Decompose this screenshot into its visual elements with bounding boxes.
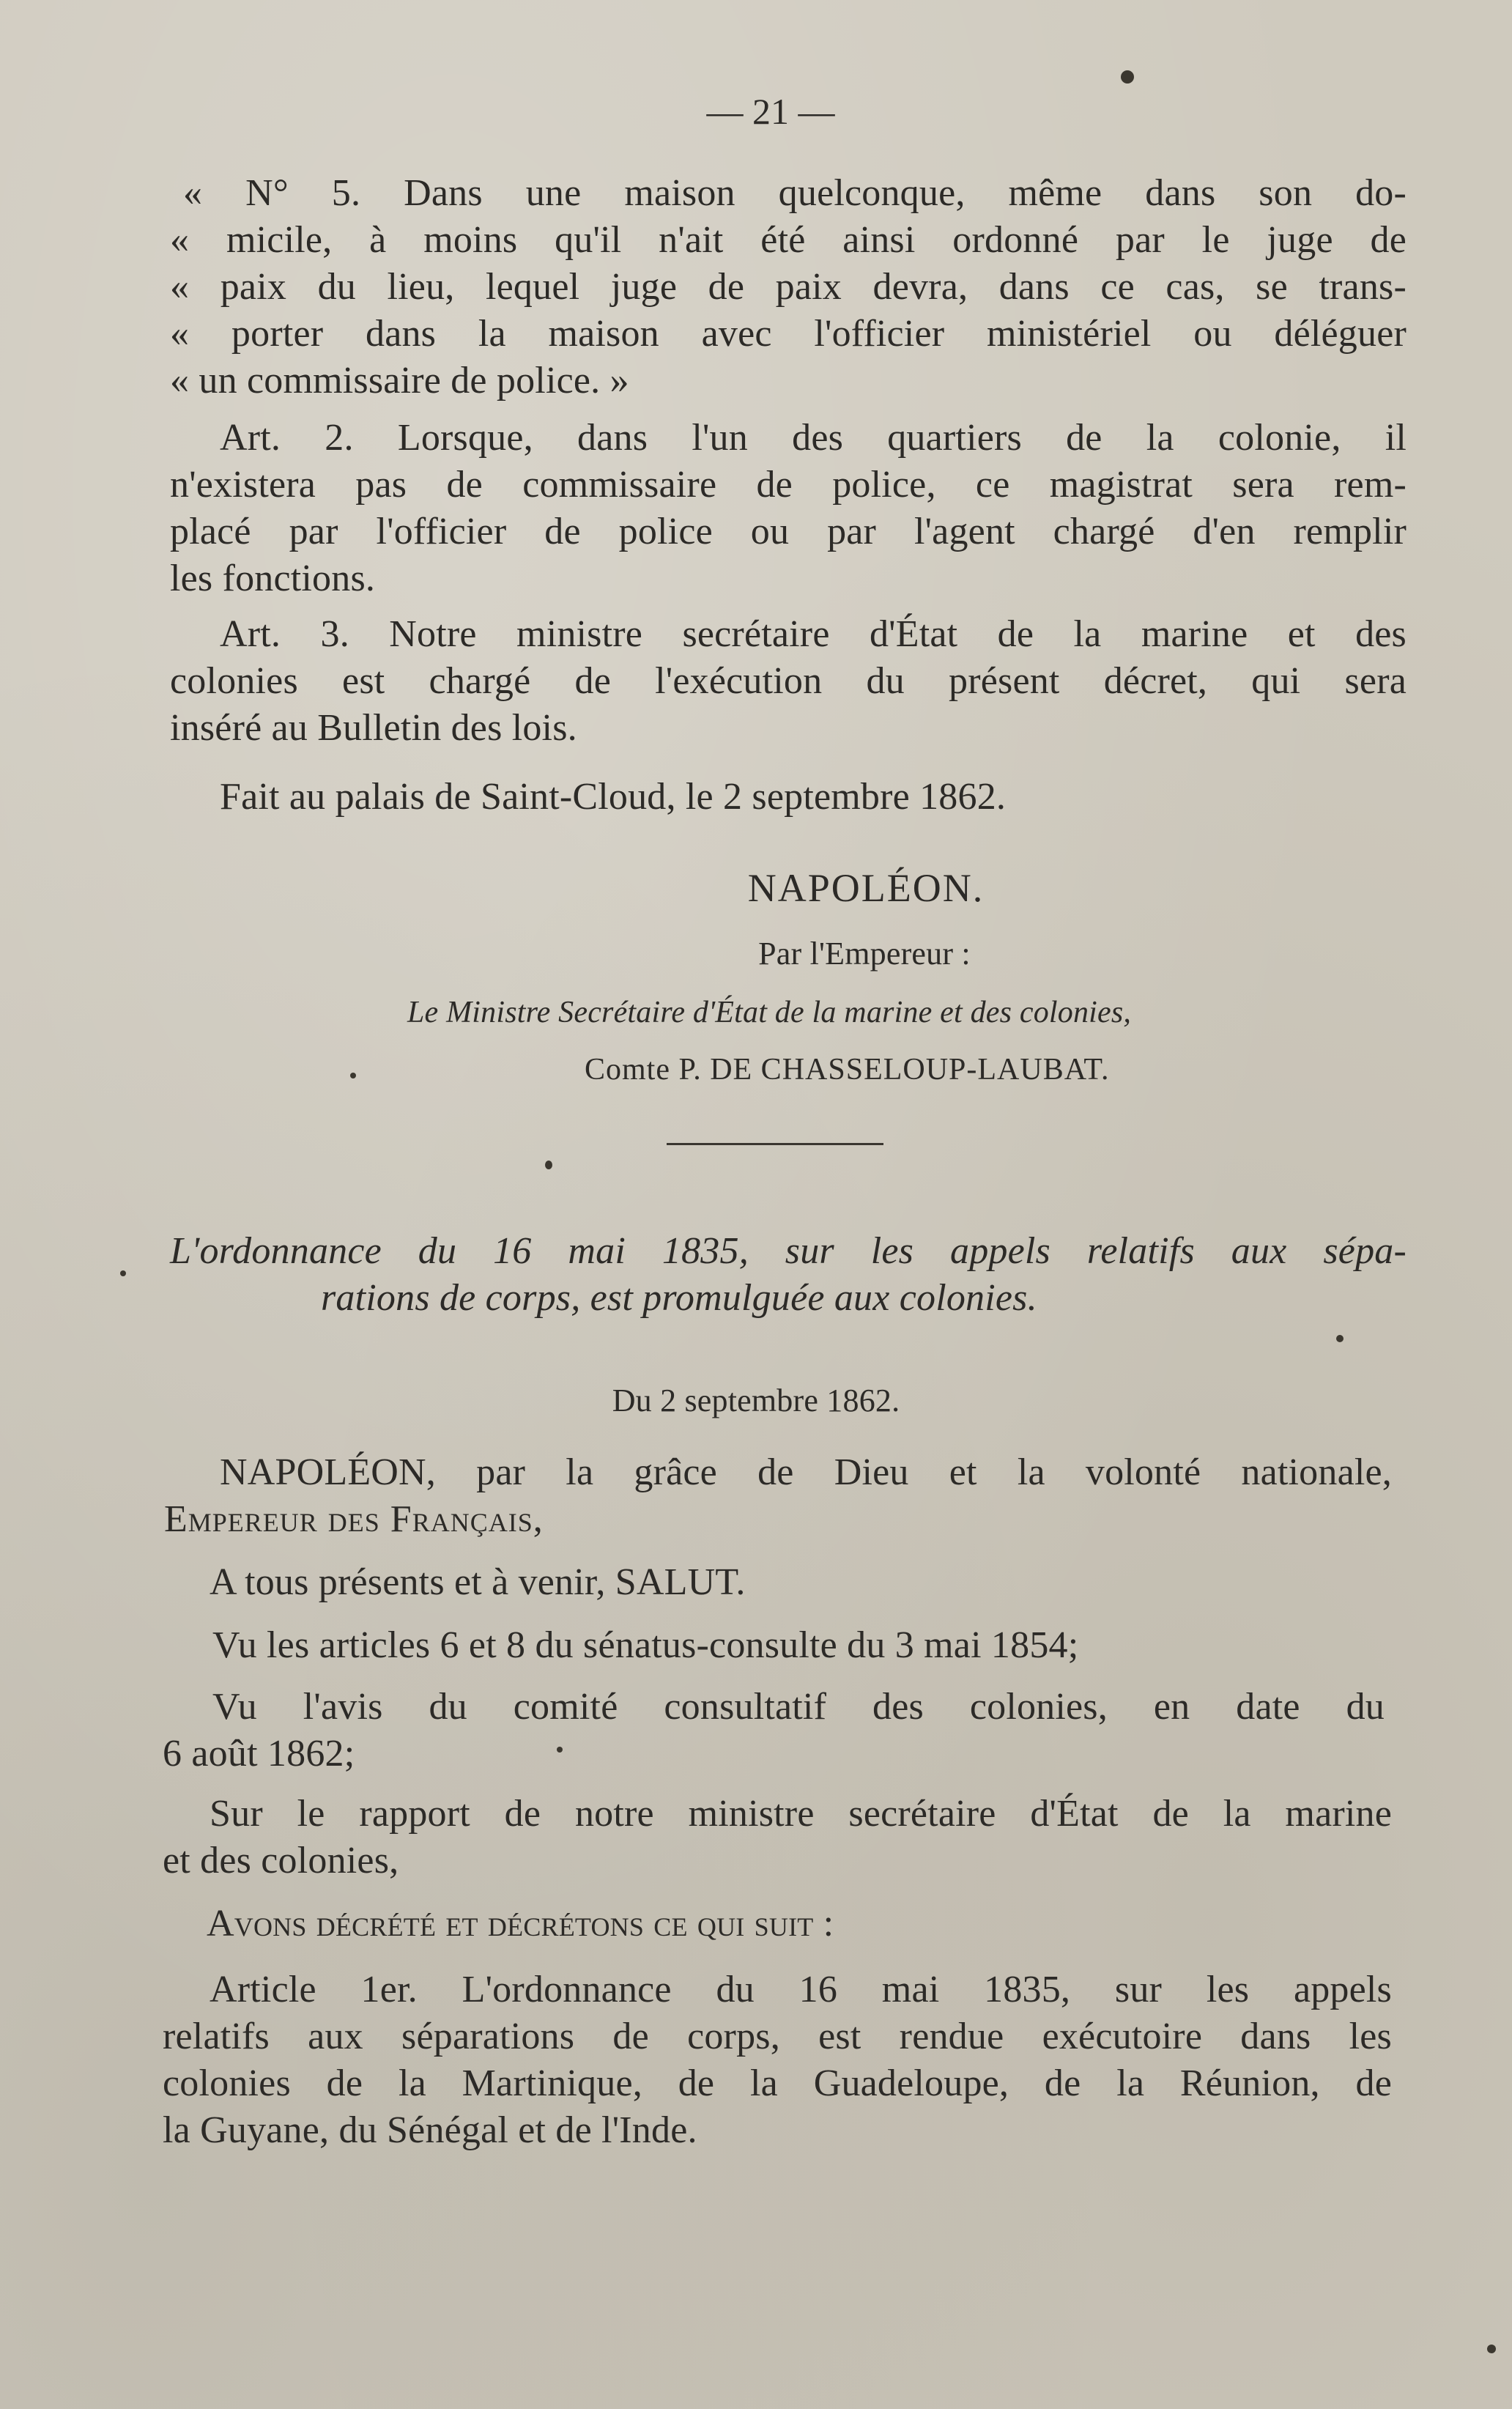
minister-name: Comte P. DE CHASSELOUP-LAUBAT. [585,1053,1110,1087]
continuation-line: « porter dans la maison avec l'officier ministériel ou déléguer [170,313,1407,355]
minister-title: Le Ministre Secrétaire d'État de la marine et des colonies, [407,996,1132,1029]
article-2-line: les fonctions. [170,558,376,599]
continuation-line: « paix du lieu, lequel juge de paix devra, dans ce cas, se trans- [170,266,1407,308]
ink-speck [1121,70,1134,84]
ordonnance-heading-line: rations de corps, est promulguée aux colonies. [321,1277,1037,1319]
continuation-line: « micile, à moins qu'il n'ait été ainsi ordonné par le juge de [170,219,1407,261]
article-2-line: Art. 2. Lorsque, dans l'un des quartiers de la colonie, il [220,417,1407,459]
article-1-line: relatifs aux séparations de corps, est rendue exécutoire dans les [163,2016,1392,2057]
article-3-line: inséré au Bulletin des lois. [170,707,577,749]
preamble-avons-decrete: Avons décrété et décrétons ce qui suit : [207,1903,834,1944]
article-1-line: colonies de la Martinique, de la Guadeloupe, de la Réunion, de [163,2062,1392,2104]
preamble-salut: A tous présents et à venir, SALUT. [210,1561,746,1603]
decree-date: Du 2 septembre 1862. [612,1383,900,1418]
ink-speck [1487,2345,1496,2353]
ink-speck [545,1161,552,1169]
par-l-empereur: Par l'Empereur : [758,936,971,972]
separator-rule [667,1143,883,1145]
continuation-line: « un commissaire de police. » [170,360,629,402]
article-2-line: placé par l'officier de police ou par l'agent chargé d'en remplir [170,511,1407,552]
ink-speck [557,1747,563,1753]
ordonnance-heading-line: L'ordonnance du 16 mai 1835, sur les appels relatifs aux sépa- [170,1230,1407,1272]
preamble-vu-avis: Vu l'avis du comité consultatif des colonies, en date du [212,1686,1385,1728]
article-1-line: Article 1er. L'ordonnance du 16 mai 1835, sur les appels [210,1969,1392,2010]
article-1-line: la Guyane, du Sénégal et de l'Inde. [163,2109,697,2151]
ink-speck [1336,1335,1344,1342]
ink-speck [120,1270,126,1276]
article-3-line: colonies est chargé de l'exécution du présent décret, qui sera [170,660,1407,702]
ink-speck [350,1073,356,1078]
preamble-napoleon: NAPOLÉON, par la grâce de Dieu et la volonté nationale, [220,1451,1392,1493]
preamble-empereur: Empereur des Français, [164,1498,544,1540]
page-number: — 21 — [706,91,835,132]
preamble-rapport: Sur le rapport de notre ministre secrétaire d'État de la marine [210,1793,1392,1835]
article-3-line: Art. 3. Notre ministre secrétaire d'État de la marine et des [220,613,1407,655]
preamble-vu-articles: Vu les articles 6 et 8 du sénatus-consulte du 3 mai 1854; [212,1624,1079,1666]
signature-napoleon: NAPOLÉON. [747,866,985,910]
fait-au-line: Fait au palais de Saint-Cloud, le 2 septembre 1862. [220,776,1007,818]
continuation-line: « N° 5. Dans une maison quelconque, même dans son do- [183,172,1407,214]
preamble-vu-avis: 6 août 1862; [163,1733,355,1775]
article-2-line: n'existera pas de commissaire de police, ce magistrat sera rem- [170,464,1407,506]
preamble-rapport: et des colonies, [163,1840,399,1881]
